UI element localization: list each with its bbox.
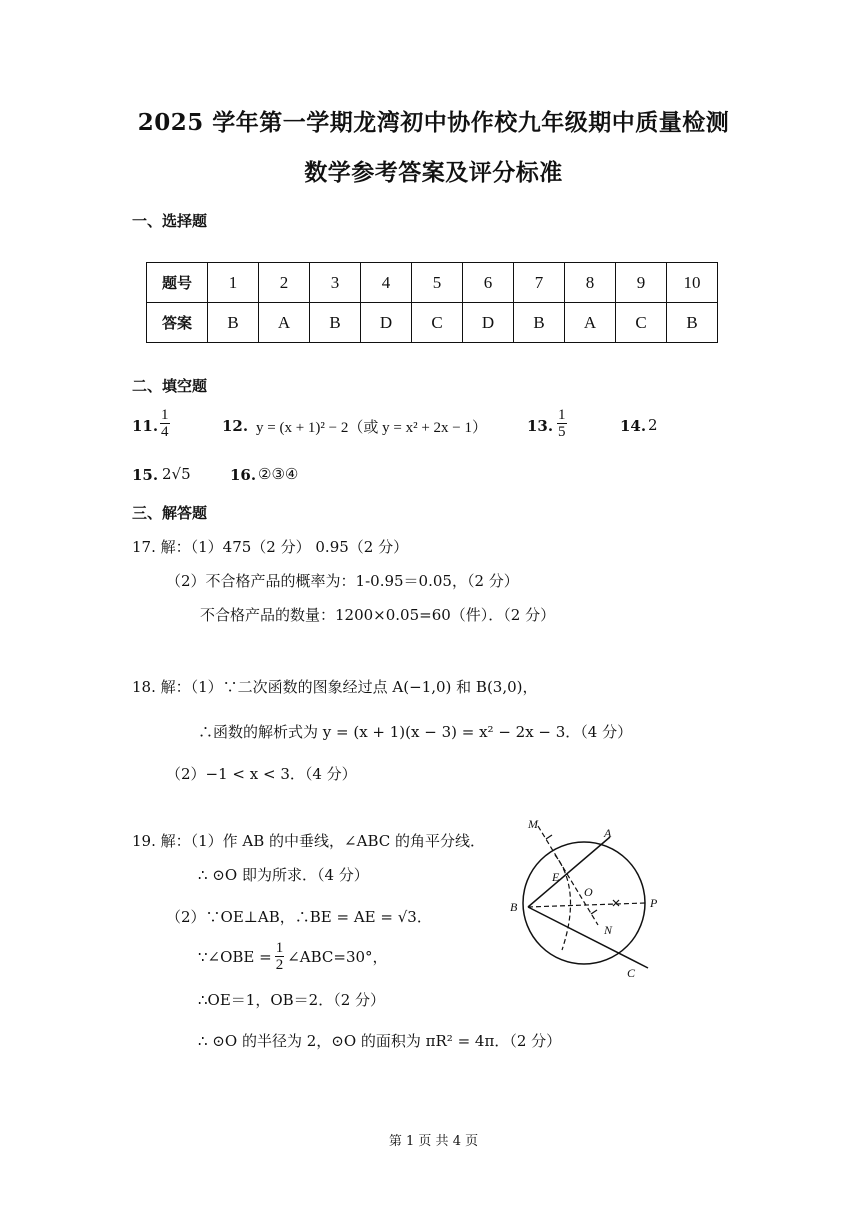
circle-construction-figure [500,810,670,985]
q11-answer [160,407,170,440]
q19-line-3: （2）∵OE⊥AB，∴BE = AE = √3． [166,908,432,926]
perpendicular-bisector [538,826,598,925]
label-n: N [604,923,613,937]
table-cell: 9 [616,263,667,303]
table-cell: C [616,303,667,343]
q18-line-1: 18. 解：（1）∵二次函数的图象经过点 A(−1,0) 和 B(3,0)， [132,678,538,696]
label-e: E [552,870,560,884]
table-cell: B [667,303,718,343]
title-line-1: 2025 学年第一学期龙湾初中协作校九年级期中质量检测 [137,109,730,136]
q14-number: 14. [620,417,647,435]
table-cell: 1 [208,263,259,303]
label-b: B [510,900,518,914]
table-cell: 7 [514,263,565,303]
q13-number: 13. [527,417,554,435]
q13-numerator: 1 [558,407,566,423]
q16-number: 16. [230,466,257,484]
q19-line-1: 19. 解：（1）作 AB 的中垂线，∠ABC 的角平分线． [132,832,486,850]
q15-answer: 2√5 [162,465,191,483]
answer-table [146,262,718,343]
table-cell: B [514,303,565,343]
table-cell: B [310,303,361,343]
section-fill-in: 二、填空题 [132,377,208,395]
q19-half-numerator: 1 [275,940,284,956]
title-line-2: 数学参考答案及评分标准 [304,159,563,186]
table-cell: A [259,303,310,343]
q19-line-6: ∴ ⊙O 的半径为 2，⊙O 的面积为 πR² = 4π．（2 分） [198,1032,562,1050]
q15-number: 15. [132,466,159,484]
section-multiple-choice: 一、选择题 [132,212,208,230]
q18-line-3: （2）−1 < x < 3．（4 分） [166,765,357,783]
table-cell: C [412,303,463,343]
q19-half-denominator: 2 [275,957,284,973]
line-ba [528,837,610,907]
q11-number: 11. [132,417,159,435]
q17-line-3: 不合格产品的数量：1200×0.05=60（件）．（2 分） [200,606,556,624]
table-cell: 10 [667,263,718,303]
table-cell: 2 [259,263,310,303]
table-cell: 8 [565,263,616,303]
label-o: O [584,885,593,899]
q14-answer: 2 [648,416,658,434]
q12-answer: y = (x + 1)² − 2（或 y = x² + 2x − 1） [256,420,487,436]
q17-line-2: （2）不合格产品的概率为：1-0.95＝0.05，（2 分） [166,572,519,590]
q17-line-1: 17. 解：（1）475（2 分） 0.95（2 分） [132,538,409,556]
table-row [147,263,718,303]
label-p: P [650,896,658,910]
q11-numerator: 1 [161,407,169,423]
q19-line-5: ∴OE＝1，OB＝2．（2 分） [198,991,386,1009]
label-m: M [528,817,538,831]
line-bc [528,907,648,968]
q18-line-2: ∴函数的解析式为 y = (x + 1)(x − 3) = x² − 2x − 3．（4 分） [198,723,633,741]
table-cell: 6 [463,263,514,303]
q13-denominator: 5 [558,424,566,440]
table-header-answer: 答案 [147,303,208,343]
table-cell: A [565,303,616,343]
q11-denominator: 4 [161,424,169,440]
table-cell: B [208,303,259,343]
label-a: A [604,826,612,840]
cross-mark [613,900,619,906]
table-cell: D [361,303,412,343]
table-cell: 3 [310,263,361,303]
section-solutions: 三、解答题 [132,504,208,522]
table-cell: D [463,303,514,343]
label-c: C [627,966,636,980]
q12-number: 12. [222,417,249,435]
tick-mark [546,835,552,839]
tick-mark [591,910,597,914]
q13-answer [557,407,567,440]
q19-line-2: ∴ ⊙O 即为所求．（4 分） [198,866,369,884]
table-row [147,303,718,343]
table-cell: 4 [361,263,412,303]
table-header-number: 题号 [147,263,208,303]
q19-line-4 [198,940,388,973]
q19-line-4-pre: ∵∠OBE = [198,947,272,966]
q16-answer: ②③④ [258,465,299,483]
q19-line-4-post: ∠ABC=30°， [287,948,388,966]
table-cell: 5 [412,263,463,303]
page-footer: 第 1 页 共 4 页 [388,1134,479,1149]
